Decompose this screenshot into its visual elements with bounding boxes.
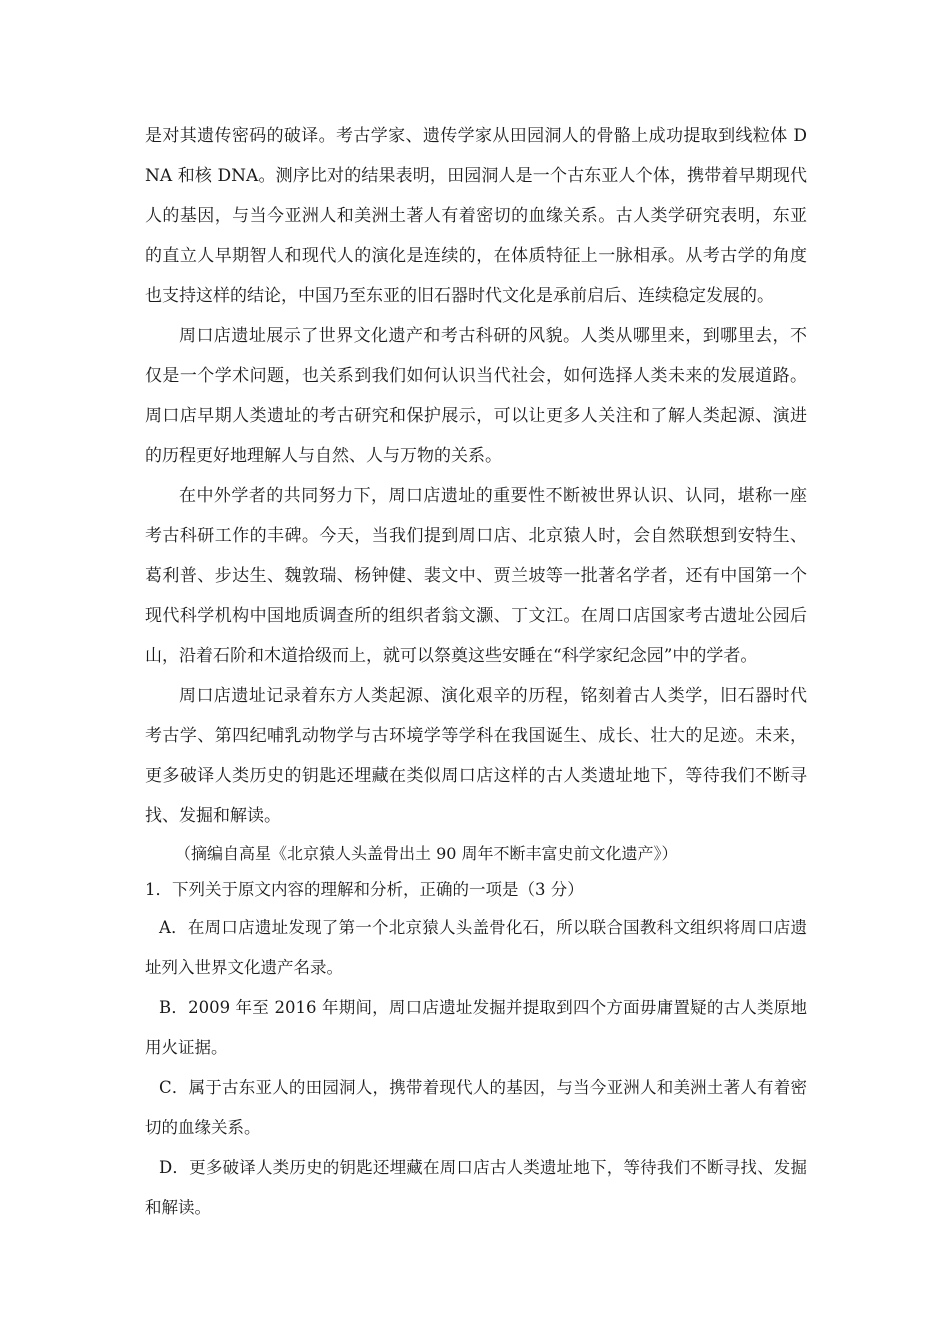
source-citation: （摘编自高星《北京猿人头盖骨出土 90 周年不断丰富史前文化遗产》） — [175, 844, 678, 863]
paragraph-scholars: 在中外学者的共同努力下，周口店遗址的重要性不断被世界认识、认同，堪称一座考古科研工作的丰碑。今天，当我们提到周口店、北京猿人时，会自然联想到安特生、葛利普、步达生、魏敦瑞、杨钟健、裴文中、贾兰坡等一批著名学者，还有中国第一个现代科学机构中国地质调查所的组织者翁文灏、丁文江。在周口店国家考古遗址公园后山，沿着石阶和木道拾级而上，就可以祭奠这些安睡在“科学家纪念园”中的学者。 — [145, 486, 807, 666]
option-c: C．属于古东亚人的田园洞人，携带着现代人的基因，与当今亚洲人和美洲土著人有着密切的血缘关系。 — [145, 1078, 807, 1137]
paragraph-dna: 是对其遗传密码的破译。考古学家、遗传学家从田园洞人的骨骼上成功提取到线粒体 DNA 和核 DNA。测序比对的结果表明，田园洞人是一个古东亚人个体，携带着早期现代人的基因，与当今亚洲人和美洲土著人有着密切的血缘关系。古人类学研究表明，东亚的直立人早期智人和现代人的演化是连续的，在体质特征上一脉相承。从考古学的角度也支持这样的结论，中国乃至东亚的旧石器时代文化是承前启后、连续稳定发展的。 — [145, 126, 807, 306]
document-page — [145, 116, 807, 1228]
option-a: A．在周口店遗址发现了第一个北京猿人头盖骨化石，所以联合国教科文组织将周口店遗址列入世界文化遗产名录。 — [145, 918, 807, 977]
question-stem: 1．下列关于原文内容的理解和分析，正确的一项是（3 分） — [145, 880, 584, 899]
option-b: B．2009 年至 2016 年期间，周口店遗址发掘并提取到四个方面毋庸置疑的古人类原地用火证据。 — [145, 998, 807, 1057]
paragraph-heritage: 周口店遗址展示了世界文化遗产和考古科研的风貌。人类从哪里来，到哪里去，不仅是一个学术问题，也关系到我们如何认识当代社会，如何选择人类未来的发展道路。周口店早期人类遗址的考古研究和保护展示，可以让更多人关注和了解人类起源、演进的历程更好地理解人与自然、人与万物的关系。 — [145, 326, 807, 466]
paragraph-future: 周口店遗址记录着东方人类起源、演化艰辛的历程，铭刻着古人类学，旧石器时代考古学、第四纪哺乳动物学与古环境学等学科在我国诞生、成长、壮大的足迹。未来，更多破译人类历史的钥匙还埋藏在类似周口店这样的古人类遗址地下，等待我们不断寻找、发掘和解读。 — [145, 686, 807, 826]
option-d: D．更多破译人类历史的钥匙还埋藏在周口店古人类遗址地下，等待我们不断寻找、发掘和解读。 — [145, 1158, 807, 1217]
